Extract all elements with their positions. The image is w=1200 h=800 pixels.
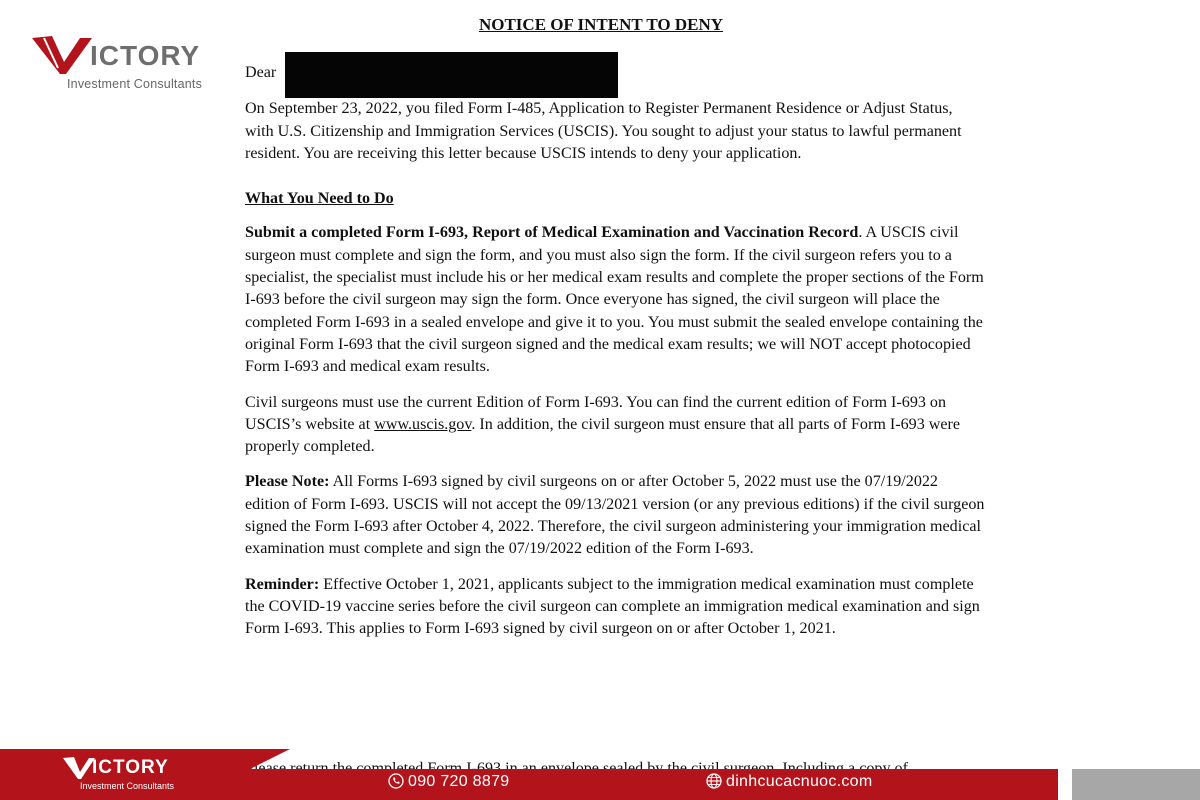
submit-body: . A USCIS civil surgeon must complete and sign the form, and you must also sign the form. If the civil surgeon refers you to a specialist, the specialist must include his or her medical exam results and complete the proper sections of the Form I-693 before the civil surgeon may sign the form. Once everyone has signed, the civil surgeon will place the completed Form I-693 in a sealed envelope and give it to you. You must submit the sealed envelope containing the original Form I-693 that the civil surgeon signed and the medical exam results; we will NOT accept photocopied Form I-693 and medical exam results. [245,224,984,376]
footer-phone-text: 090 720 8879 [408,773,510,790]
note-lead: Please Note: [245,473,330,491]
footer-bar [0,749,1200,800]
footer-logo [62,755,212,795]
globe-icon [706,773,722,789]
note-paragraph [245,471,985,560]
footer-tagline: Investment Consultants [80,781,175,791]
victory-v-icon [62,755,96,781]
victory-v-icon [30,32,94,76]
footer-website[interactable] [706,773,873,791]
letter-title: NOTICE OF INTENT TO DENY [478,15,724,34]
edition-paragraph [245,392,985,459]
intro-paragraph: On September 23, 2022, you filed Form I-485, Application to Register Permanent Residence or Adjust Status, with U.S. Citizenship and Immigration Services (USCIS). You sought to adjust your status to lawful permanent resident. You are receiving this letter because USCIS intends to deny your application. [245,100,962,162]
reminder-lead: Reminder: [245,575,320,593]
submit-paragraph [245,222,985,378]
salutation-text: Dear [245,64,277,82]
footer-website-text: dinhcucacnuoc.com [726,773,873,790]
footer-gray-band [1072,769,1200,800]
edition-after: . In addition, the civil surgeon must ensure that all parts of Form I-693 were properly completed. [245,415,961,456]
footer-wordmark: ICTORY [92,757,169,778]
phone-icon [388,773,404,789]
salutation [245,58,985,84]
uscis-link[interactable]: www.uscis.gov [374,415,472,433]
reminder-body: Effective October 1, 2021, applicants subject to the immigration medical examination must complete the COVID-19 vaccine series before the civil surgeon can complete an immigration medical examination and sign Form I-693. This applies to Form I-693 signed by civil surgeon on or after October 1, 2021. [245,575,980,638]
reminder-paragraph [245,574,985,641]
note-body: All Forms I-693 signed by civil surgeons on or after October 5, 2022 must use the 07/19/2022 edition of Form I-693. USCIS will not accept the 09/13/2021 version (or any previous editions) if the civil surgeon signed the Form I-693 after October 4, 2022. Therefore, the civil surgeon administering your immigration medical examination must complete and sign the 07/19/2022 edition of the Form I-693. [245,473,985,558]
submit-lead: Submit a completed Form I-693, Report of Medical Examination and Vaccination Record [245,224,859,242]
brand-logo [30,30,230,100]
footer-red-band [250,769,1058,800]
brand-tagline: Investment Consultants [67,77,203,91]
redacted-name [285,52,618,98]
footer-phone[interactable] [388,773,509,791]
footer-diagonal [250,749,290,769]
edition-before: Civil surgeons must use the current Edition of Form I-693. You can find the current edition of Form I-693 on USCIS’s website at [245,393,947,433]
brand-wordmark: ICTORY [90,40,201,71]
letter [245,14,985,641]
section-heading: What You Need to Do [245,190,394,208]
